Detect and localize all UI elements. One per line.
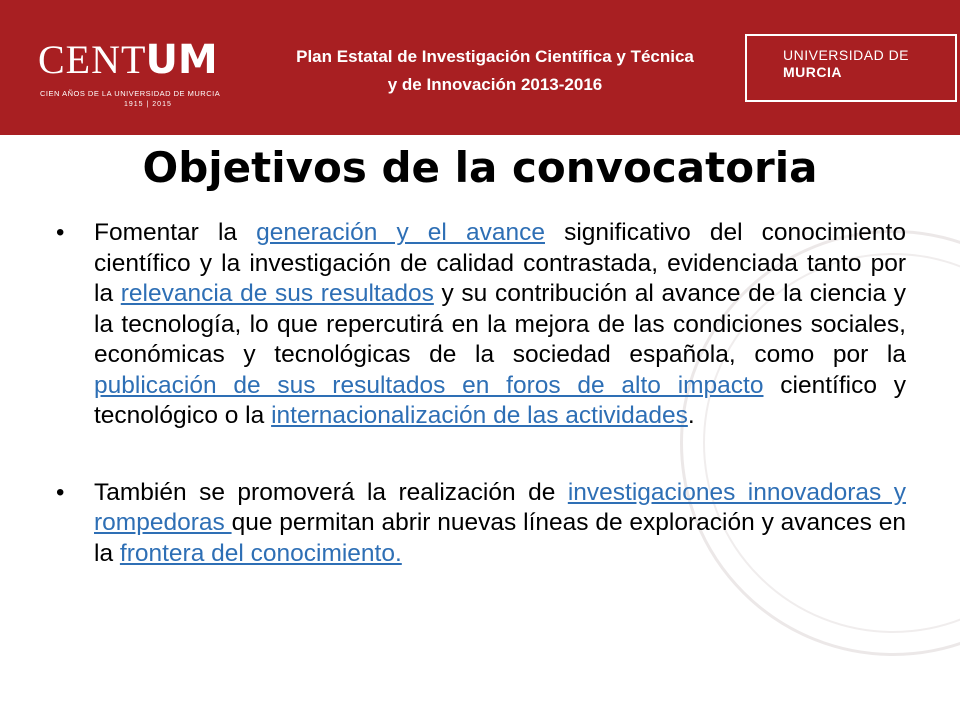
university-line-2: MURCIA (783, 64, 842, 80)
bullet-list (56, 218, 906, 569)
university-logo (745, 34, 957, 102)
logo-wordmark (38, 37, 218, 83)
logo-um: UM (145, 37, 218, 83)
bullet-1-text-2: significativo del conocimiento científico y la investigación de calidad contrastada, evidenciada tanto por la (94, 219, 906, 307)
logo-cen: CEN (38, 37, 121, 82)
bullet-1-text-3: y su contribución al avance de la ciencia y la tecnología, lo que repercutirá en la mejora de las condiciones sociales, económicas y tecnológicas de la sociedad española, como por la (94, 280, 906, 368)
bullet-2-text-2: que permitan abrir nuevas líneas de exploración y avances en la (94, 509, 906, 567)
bullet-1-highlight-1: generación y el avance (256, 219, 545, 246)
bullet-item-1 (56, 218, 906, 432)
university-line-1: UNIVERSIDAD DE (783, 47, 910, 63)
bullet-1-highlight-4: internacionalización de las actividades (271, 402, 688, 429)
bullet-1-highlight-2: relevancia de sus resultados (120, 280, 434, 307)
slide-title: Objetivos de la convocatoria (142, 143, 818, 192)
logo-years: 1915 | 2015 (124, 101, 172, 108)
bullet-1-highlight-3: publicación de sus resultados en foros de alto impacto (94, 371, 764, 399)
logo-subtitle: CIEN AÑOS DE LA UNIVERSIDAD DE MURCIA (40, 89, 221, 98)
header-banner (0, 0, 960, 135)
bullet-1-text-1: Fomentar la (94, 219, 257, 246)
centum-logo (38, 37, 228, 112)
bullet-1-text-4: científico y tecnológico o la (94, 371, 906, 429)
plan-line-1: Plan Estatal de Investigación Científica y Técnica (296, 47, 694, 66)
plan-title (250, 43, 740, 99)
bullet-2-highlight-1: investigaciones innovadoras y rompedoras (94, 478, 906, 536)
bullet-2-highlight-2: frontera del conocimiento. (119, 539, 402, 567)
bullet-2-text-1: También se promoverá la realización de (94, 478, 568, 506)
plan-line-2: y de Innovación 2013-2016 (387, 75, 603, 94)
bullet-dot-icon: • (56, 219, 65, 246)
bullet-1-text-5: . (687, 402, 695, 429)
bullet-dot-icon: • (56, 478, 65, 506)
logo-t: T (121, 37, 146, 82)
bullet-item-2 (56, 478, 906, 570)
